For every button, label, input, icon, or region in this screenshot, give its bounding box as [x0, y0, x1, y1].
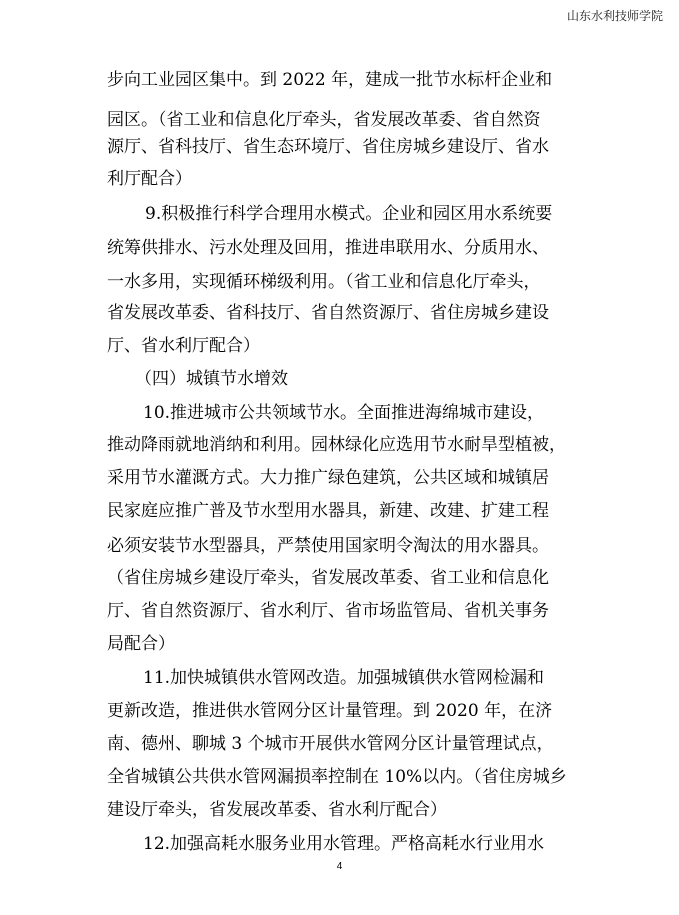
text-line: 厅、省自然资源厅、省水利厅、省市场监管局、省机关事务: [107, 601, 549, 621]
text-line: 厅、省水利厅配合）: [107, 336, 260, 356]
text-line: 采用节水灌溉方式。大力推广绿色建筑，公共区域和城镇居: [107, 468, 549, 488]
text-line: 11.加快城镇供水管网改造。加强城镇供水管网检漏和: [143, 668, 545, 688]
text-line: 源厅、省科技厅、省生态环境厅、省住房城乡建设厅、省水: [107, 137, 549, 157]
text-line: 推动降雨就地消纳和利用。园林绿化应选用节水耐旱型植被，: [107, 435, 566, 455]
header-institution: 山东水利技师学院: [566, 9, 663, 23]
text-line: 园区。（省工业和信息化厅牵头，省发展改革委、省自然资: [107, 110, 541, 130]
text-line: 民家庭应推广普及节水型用水器具，新建、改建、扩建工程: [107, 501, 549, 521]
text-line: 10.推进城市公共领域节水。全面推进海绵城市建设，: [143, 403, 545, 423]
text-line: 利厅配合）: [107, 169, 192, 189]
text-line: 12.加强高耗水服务业用水管理。严格高耗水行业用水: [143, 834, 545, 854]
text-line: 省发展改革委、省科技厅、省自然资源厅、省住房城乡建设: [107, 303, 549, 323]
text-line: 9.积极推行科学合理用水模式。企业和园区用水系统要: [145, 204, 553, 224]
page-number: 4: [336, 861, 343, 872]
section-heading: （四）城镇节水增效: [135, 369, 288, 389]
text-line: 建设厅牵头，省发展改革委、省水利厅配合）: [107, 800, 447, 820]
text-line: 必须安装节水型器具，严禁使用国家明令淘汰的用水器具。: [107, 536, 549, 556]
text-line: 一水多用，实现循环梯级利用。（省工业和信息化厅牵头，: [107, 272, 541, 292]
text-line: （省住房城乡建设厅牵头，省发展改革委、省工业和信息化: [107, 568, 549, 588]
text-line: 局配合）: [107, 634, 175, 654]
text-line: 统筹供排水、污水处理及回用，推进串联用水、分质用水、: [107, 238, 549, 258]
text-line: 步向工业园区集中。到 2022 年，建成一批节水标杆企业和: [107, 70, 553, 90]
text-line: 更新改造，推进供水管网分区计量管理。到 2020 年，在济: [107, 701, 553, 721]
text-line: 全省城镇公共供水管网漏损率控制在 10%以内。（省住房城乡: [107, 767, 567, 787]
text-line: 南、德州、聊城 3 个城市开展供水管网分区计量管理试点，: [107, 734, 554, 754]
